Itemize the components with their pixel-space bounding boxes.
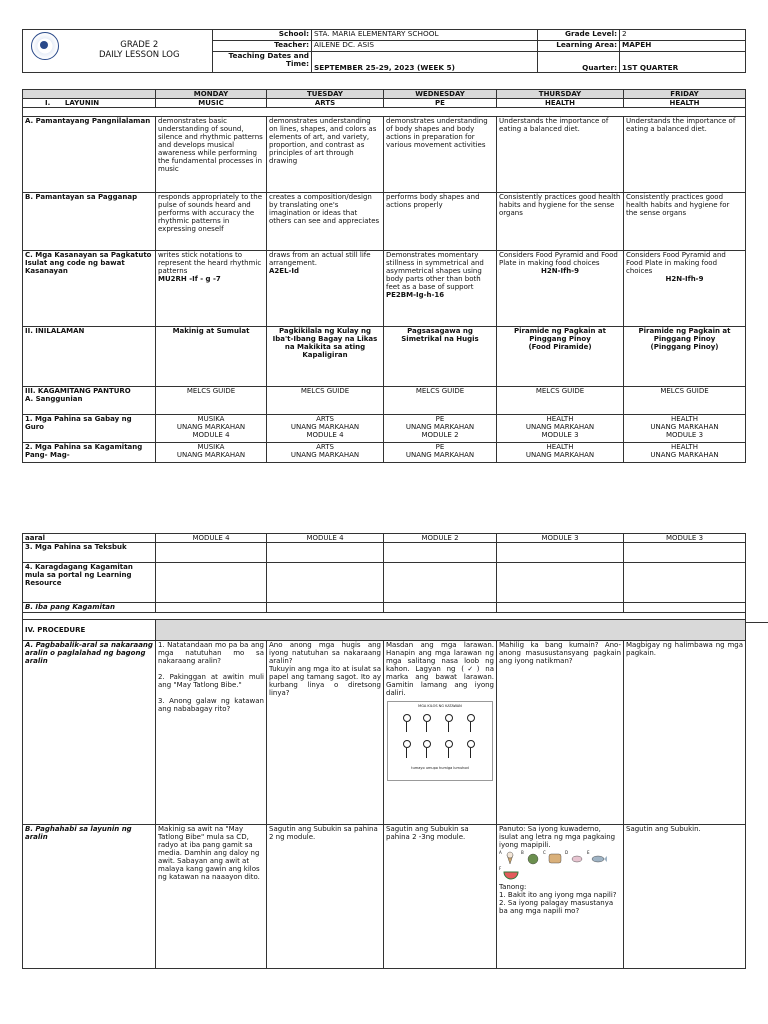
- row-paghahabi: [23, 825, 746, 969]
- cell-text: demonstrates basic understanding of sound, silence and rhythmic patterns and develops musical awareness while performing the fundamental processes in music: [156, 117, 267, 193]
- dates-label: Teaching Dates and Time:: [213, 52, 312, 73]
- bread-icon: [543, 851, 563, 865]
- cell-text: creates a composition/design by translating one's imagination or ideas that others can see and appreciates: [267, 193, 384, 251]
- procedure-text: Panuto: Sa iyong kuwaderno, isulat ang letra ng mga pagkaing iyong mapipili.: [499, 825, 616, 850]
- child-figure-icon: [402, 714, 411, 732]
- cell-text: Understands the importance of eating a balanced diet.: [497, 117, 624, 193]
- body-actions-picture: [387, 701, 493, 781]
- subject-cell: MUSIC: [156, 99, 267, 108]
- content-title: Piramide ng Pagkain at Pinggang Pinoy (Pinggang Pinoy): [624, 327, 746, 387]
- row-procedure: [23, 620, 746, 641]
- procedure-text: Sagutin ang Subukin sa pahina 2 ng module.: [267, 825, 384, 969]
- food-letter: C: [543, 850, 546, 856]
- subject-cell: HEALTH: [497, 99, 624, 108]
- cell-text: demonstrates understanding of body shapes and body actions in preparation for various movement activities: [384, 117, 497, 193]
- row-label: 3. Mga Pahina sa Teksbuk: [23, 543, 156, 563]
- row-label: C. Mga Kasanayan sa Pagkatuto Isulat ang code ng bawat Kasanayan: [23, 251, 156, 327]
- cell-text: [267, 251, 384, 327]
- procedure-heading: IV. PROCEDURE: [23, 620, 156, 641]
- log-title: [67, 30, 213, 73]
- melcs-cell: MELCS GUIDE: [384, 387, 497, 415]
- cell-text: [497, 251, 624, 327]
- child-figure-icon: [444, 714, 453, 732]
- procedure-text: Masdan ang mga larawan. Hanapin ang mga larawan ng mga salitang nasa loob ng kahon. Lagyan ng (✓) na marka ang bawat larawan. Gamitin lamang ang iyong daliri.: [386, 641, 494, 698]
- content-title: Pagkikilala ng Kulay ng Iba't-Ibang Bagay na Likas na Makikita sa ating Kapaligiran: [267, 327, 384, 387]
- header-table: [22, 29, 746, 73]
- module-cell: MODULE 3: [497, 534, 624, 543]
- deped-seal-cell: [23, 30, 67, 73]
- day-thursday: THURSDAY: [497, 90, 624, 99]
- reference-cell: MUSIKA UNANG MARKAHAN MODULE 4: [156, 415, 267, 443]
- cell-text: Understands the importance of eating a balanced diet.: [624, 117, 746, 193]
- row-label: 4. Karagdagang Kagamitan mula sa portal ng Learning Resource: [23, 563, 156, 603]
- row-karagdagang-kagamitan: [23, 563, 746, 603]
- cell-text: [624, 251, 746, 327]
- melcs-cell: MELCS GUIDE: [267, 387, 384, 415]
- row-label: B. Pamantayan sa Pagganap: [23, 193, 156, 251]
- day-friday: FRIDAY: [624, 90, 746, 99]
- log-subtitle: DAILY LESSON LOG: [98, 50, 180, 60]
- procedure-text: Makinig sa awit na "May Tatlong Bibe" mula sa CD, radyo at iba pang gamit sa media. Damhin ang daloy ng awit. Sabayan ang awit at malaya kang gawin ang kilos ng katawan na naaayon dito.: [156, 825, 267, 969]
- row-pamantayang-pangnilalaman: [23, 117, 746, 193]
- row-label: B. Iba pang Kagamitan: [23, 603, 156, 613]
- module-cell: MODULE 3: [624, 534, 746, 543]
- child-figure-icon: [422, 740, 431, 758]
- school-value: STA. MARIA ELEMENTARY SCHOOL: [312, 30, 538, 41]
- row-label: 1. Mga Pahina sa Gabay ng Guro: [23, 415, 156, 443]
- procedure-text: Magbigay ng halimbawa ng mga pagkain.: [624, 641, 746, 825]
- reference-cell: MUSIKA UNANG MARKAHAN: [156, 443, 267, 463]
- row-pagbabalik-aral: [23, 641, 746, 825]
- day-tuesday: TUESDAY: [267, 90, 384, 99]
- row-kagamitang-mag-aaral: [23, 443, 746, 463]
- procedure-cell: [497, 825, 624, 969]
- procedure-questions: Tanong: 1. Bakit ito ang iyong mga napili? 2. Sa iyong palagay masustanya ba ang mga napili mo?: [499, 883, 617, 916]
- row-label: [23, 387, 156, 415]
- area-label: Learning Area:: [538, 41, 620, 52]
- food-letter: B: [521, 850, 524, 856]
- day-wednesday: WEDNESDAY: [384, 90, 497, 99]
- teacher-label: Teacher:: [213, 41, 312, 52]
- reference-cell: ARTS UNANG MARKAHAN MODULE 4: [267, 415, 384, 443]
- ice-cream-icon: [499, 851, 519, 865]
- picture-caption: tumayo umupo humiga lumuhod: [411, 766, 469, 771]
- grade-title: GRADE 2: [120, 40, 159, 51]
- procedure-text: Ano anong mga hugis ang iyong natutuhan sa nakaraang aralin? Tukuyin ang mga ito at isulat sa papel ang tamang sagot. Ito ay kurbang linya o diretsong linya?: [267, 641, 384, 825]
- layunin-heading: I. LAYUNIN: [23, 99, 156, 108]
- reference-cell: PE UNANG MARKAHAN: [384, 443, 497, 463]
- iii-heading: III. KAGAMITANG PANTURO: [25, 387, 131, 396]
- child-figure-icon: [444, 740, 453, 758]
- subject-cell: ARTS: [267, 99, 384, 108]
- cell-text: [384, 251, 497, 327]
- child-figure-icon: [466, 740, 475, 758]
- module-cell: MODULE 4: [267, 534, 384, 543]
- watermelon-icon: [499, 867, 519, 881]
- days-row: [23, 90, 746, 99]
- food-letter: E: [587, 850, 590, 856]
- school-label: School:: [213, 30, 312, 41]
- row-label: A. Pagbabalik-aral sa nakaraang aralin o paglalahad ng bagong aralin: [23, 641, 156, 825]
- procedure-text: Mahilig ka bang kumain? Ano-anong masusustansyang pagkain ang iyong natikman?: [497, 641, 624, 825]
- grade-value: 2: [620, 30, 746, 41]
- competency-text: Considers Food Pyramid and Food Plate in making food choices: [499, 251, 618, 268]
- reference-cell: PE UNANG MARKAHAN MODULE 2: [384, 415, 497, 443]
- competency-text: draws from an actual still life arrangement.: [269, 251, 371, 268]
- row-label: aaral: [23, 534, 156, 543]
- grade-label: Grade Level:: [538, 30, 620, 41]
- cell-text: Consistently practices good health habits and hygiene for the sense organs: [497, 193, 624, 251]
- row-inilalaman: [23, 327, 746, 387]
- content-title: Pagsasagawa ng Simetrikal na Hugis: [384, 327, 497, 387]
- cell-text: [156, 251, 267, 327]
- row-label: A. Pamantayang Pangnilalaman: [23, 117, 156, 193]
- cell-text: demonstrates understanding on lines, shapes, and colors as elements of art, and variety, proportion, and contrast as principles of art through drawing: [267, 117, 384, 193]
- lesson-table-page1: [22, 89, 746, 463]
- procedure-row-line: [745, 622, 768, 623]
- child-figure-icon: [466, 714, 475, 732]
- cell-text: responds appropriately to the pulse of sounds heard and performs with accuracy the rhythmic patterns in expressing oneself: [156, 193, 267, 251]
- content-title: Makinig at Sumulat: [156, 327, 267, 387]
- quarter-value: 1ST QUARTER: [620, 52, 746, 73]
- procedure-text: 1. Natatandaan mo pa ba ang mga natutuhan mo sa nakaraang aralin? 2. Pakinggan at awitin muli ang "May Tatlong Bibe." 3. Anong galaw ng katawan ang nababagay rito?: [156, 641, 267, 825]
- food-choices: [499, 851, 621, 881]
- food-letter: A: [499, 850, 502, 856]
- module-cell: MODULE 4: [156, 534, 267, 543]
- procedure-text: Sagutin ang Subukin.: [624, 825, 746, 969]
- child-figure-icon: [422, 714, 431, 732]
- row-iba-pang-kagamitan: [23, 603, 746, 613]
- subject-cell: PE: [384, 99, 497, 108]
- content-title: Piramide ng Pagkain at Pinggang Pinoy (Food Piramide): [497, 327, 624, 387]
- row-teksbuk: [23, 543, 746, 563]
- row-gabay-guro: [23, 415, 746, 443]
- row-pamantayan-pagganap: [23, 193, 746, 251]
- row-label: B. Paghahabi sa layunin ng aralin: [23, 825, 156, 969]
- competency-code: H2N-Ifh-9: [665, 275, 704, 284]
- competency-code: A2EL-Id: [269, 267, 300, 276]
- module-cell: MODULE 2: [384, 534, 497, 543]
- lesson-table-page2: [22, 533, 746, 969]
- reference-cell: ARTS UNANG MARKAHAN: [267, 443, 384, 463]
- melcs-cell: MELCS GUIDE: [497, 387, 624, 415]
- row-label: 2. Mga Pahina sa Kagamitang Pang- Mag-: [23, 443, 156, 463]
- subjects-row: [23, 99, 746, 108]
- reference-cell: HEALTH UNANG MARKAHAN MODULE 3: [497, 415, 624, 443]
- competency-code: PE2BM-Ig-h-16: [386, 291, 445, 300]
- row-label: II. INILALAMAN: [23, 327, 156, 387]
- subject-cell: HEALTH: [624, 99, 746, 108]
- melcs-cell: MELCS GUIDE: [624, 387, 746, 415]
- sanggunian-label: A. Sanggunian: [25, 395, 83, 404]
- reference-cell: HEALTH UNANG MARKAHAN: [497, 443, 624, 463]
- area-value: MAPEH: [620, 41, 746, 52]
- procedure-text: Sagutin ang Subukin sa pahina 2 -3ng module.: [384, 825, 497, 969]
- cell-text: performs body shapes and actions properly: [384, 193, 497, 251]
- deped-seal-icon: [31, 32, 59, 60]
- candy-icon: [565, 851, 585, 865]
- food-letter: D: [565, 850, 569, 856]
- quarter-label: Quarter:: [538, 52, 620, 73]
- reference-cell: HEALTH UNANG MARKAHAN: [624, 443, 746, 463]
- row-aaral: [23, 534, 746, 543]
- competency-text: Demonstrates momentary stillness in symmetrical and asymmetrical shapes using body parts other than both feet as a base of support: [386, 251, 484, 292]
- procedure-cell: [384, 641, 497, 825]
- competency-code: MU2RH -If - g -7: [158, 275, 221, 284]
- competency-code: H2N-Ifh-9: [541, 267, 579, 276]
- competency-text: writes stick notations to represent the heard rhythmic patterns: [158, 251, 262, 276]
- picture-caption: MGA KILOS NG KATAWAN: [418, 704, 462, 709]
- reference-cell: HEALTH UNANG MARKAHAN MODULE 3: [624, 415, 746, 443]
- cell-text: Consistently practices good health habits and hygiene for the sense organs: [624, 193, 746, 251]
- day-monday: MONDAY: [156, 90, 267, 99]
- row-kasanayan: [23, 251, 746, 327]
- vegetables-icon: [521, 851, 541, 865]
- competency-text: Considers Food Pyramid and Food Plate in making food choices: [626, 251, 726, 276]
- teacher-value: AILENE DC. ASIS: [312, 41, 538, 52]
- food-letter: F: [499, 866, 502, 872]
- row-kagamitang-panturo: [23, 387, 746, 415]
- child-figure-icon: [402, 740, 411, 758]
- melcs-cell: MELCS GUIDE: [156, 387, 267, 415]
- fish-icon: [587, 851, 607, 865]
- dates-value: SEPTEMBER 25-29, 2023 (WEEK 5): [312, 52, 538, 73]
